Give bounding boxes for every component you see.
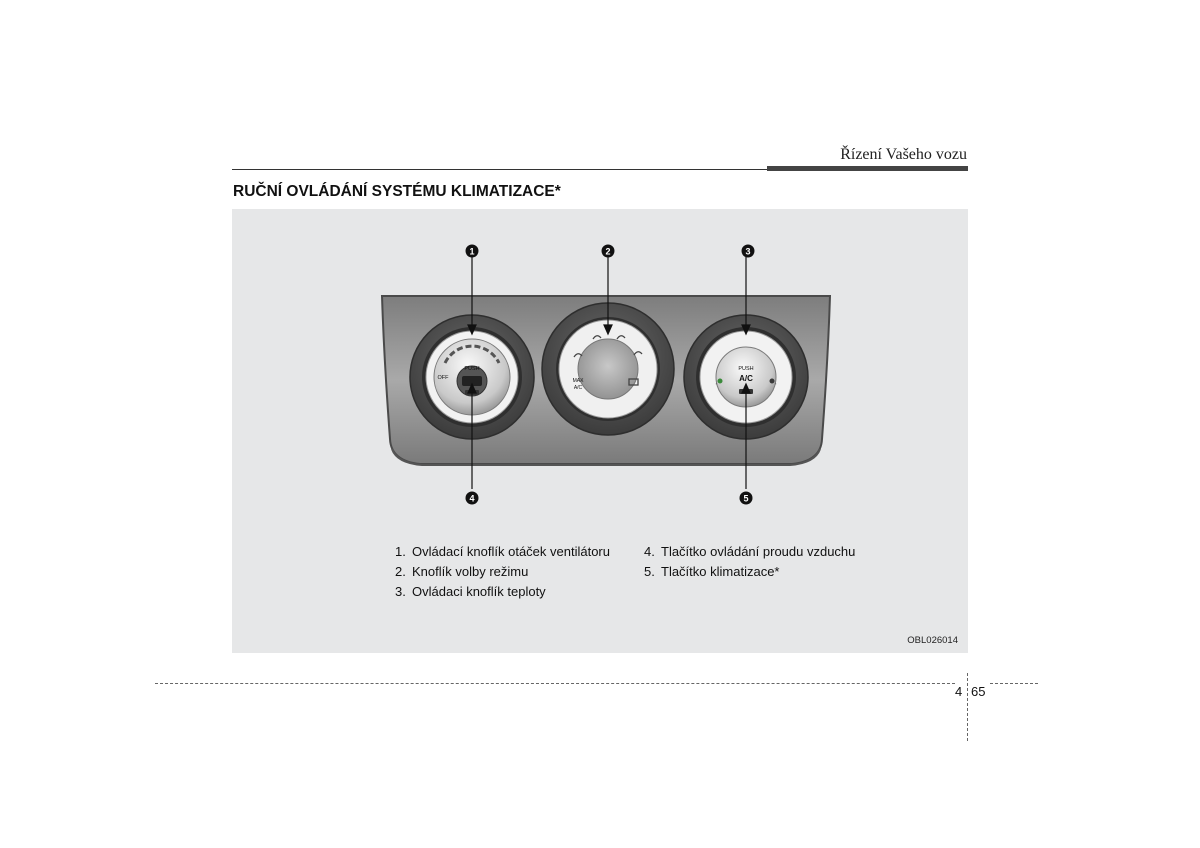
legend-text: Ovládací knoflík otáček ventilátoru — [412, 544, 610, 559]
figure-panel — [232, 209, 968, 653]
mode-max-label: MAX — [572, 378, 584, 384]
legend-text: Tlačítko klimatizace* — [661, 564, 780, 579]
chapter-title: Řízení Vašeho vozu — [840, 146, 967, 163]
callout-5 — [740, 492, 753, 505]
legend-left — [395, 544, 615, 604]
chapter-number: 4 — [955, 684, 963, 699]
legend-right — [644, 544, 884, 584]
legend-number: 5. — [644, 564, 655, 579]
figure-code: OBL026014 — [907, 635, 958, 646]
svg-text:4: 4 — [469, 493, 475, 504]
legend-number: 1. — [395, 544, 406, 559]
legend-text: Tlačítko ovládání proudu vzduchu — [661, 544, 856, 559]
page-number: 65 — [971, 684, 986, 699]
legend-text: Knoflík volby režimu — [412, 564, 529, 579]
callout-4 — [466, 492, 479, 505]
callout-1 — [466, 245, 479, 258]
section-heading: RUČNÍ OVLÁDÁNÍ SYSTÉMU KLIMATIZACE* — [233, 183, 561, 200]
callout-2 — [602, 245, 615, 258]
svg-text:3: 3 — [745, 246, 751, 257]
svg-text:1: 1 — [469, 246, 475, 257]
legend-item — [395, 544, 615, 560]
header-rule-accent — [767, 166, 968, 171]
legend-item — [644, 564, 884, 580]
svg-text:2: 2 — [605, 246, 611, 257]
mode-ac-label: A/C — [573, 385, 583, 391]
fan-push-label: PUSH — [464, 366, 480, 372]
footer-rule-left — [155, 683, 955, 684]
callout-3 — [742, 245, 755, 258]
legend-number: 2. — [395, 564, 406, 579]
legend-number: 3. — [395, 584, 406, 599]
legend-number: 4. — [644, 544, 655, 559]
temp-ac-label: A/C — [739, 374, 753, 383]
footer-divider — [967, 673, 968, 741]
header-rule — [232, 169, 767, 170]
temp-push-label: PUSH — [738, 366, 754, 372]
legend-text: Ovládaci knoflík teploty — [412, 584, 546, 599]
legend-item — [644, 544, 884, 560]
legend-item — [395, 564, 615, 580]
svg-text:5: 5 — [743, 493, 749, 504]
legend-item — [395, 584, 615, 600]
fan-off-label: OFF — [437, 375, 449, 381]
footer-rule-right — [990, 683, 1038, 684]
